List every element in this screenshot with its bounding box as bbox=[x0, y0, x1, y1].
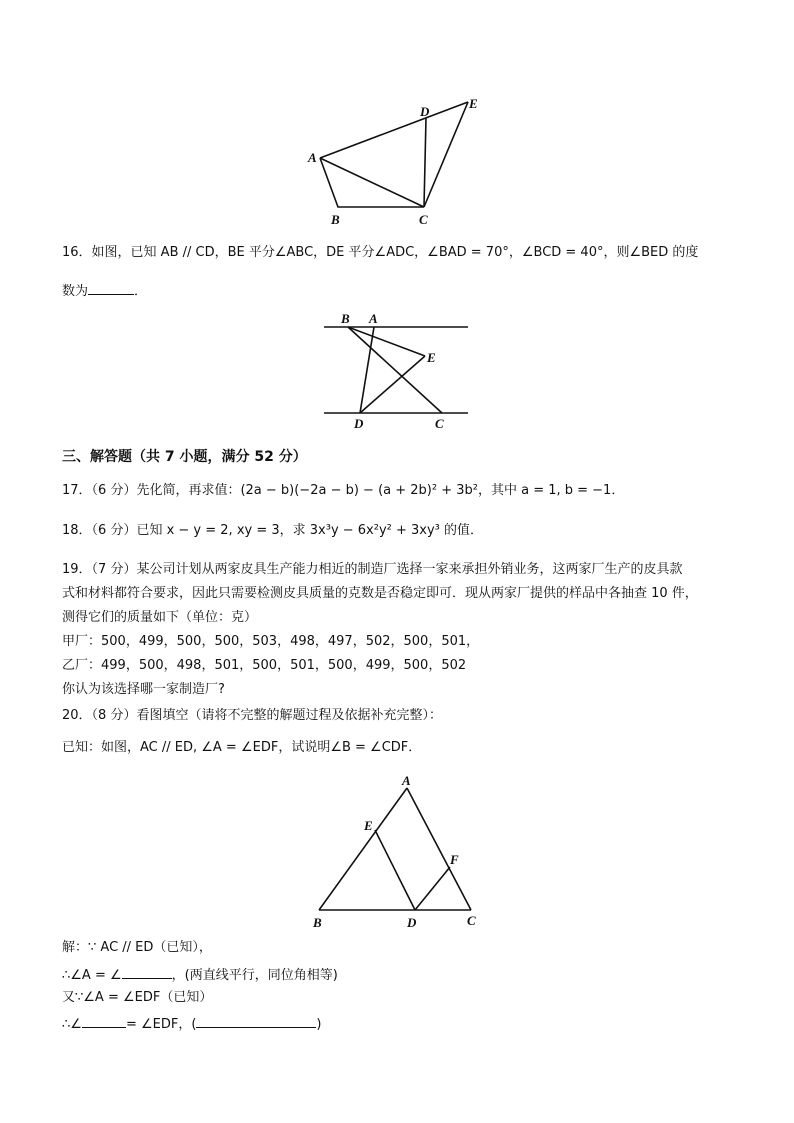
q20-solution-4 bbox=[62, 1013, 321, 1035]
q16-line1: 16．如图，已知 AB // CD，BE 平分∠ABC，DE 平分∠ADC，∠BAD = 70°，∠BCD = 40°，则∠BED 的度 bbox=[62, 245, 699, 260]
q18-text: 18．（6 分）已知 x − y = 2, xy = 3，求 3x³y − 6x²y² + 3xy³ 的值． bbox=[62, 523, 484, 538]
label-E: E bbox=[364, 818, 373, 833]
label-D: D bbox=[407, 915, 417, 930]
label-F: F bbox=[450, 852, 459, 867]
label-B: B bbox=[313, 915, 322, 930]
q19-question: 你认为该选择哪一家制造厂? bbox=[62, 682, 225, 697]
q20-given: 已知：如图，AC // ED, ∠A = ∠EDF，试说明∠B = ∠CDF． bbox=[62, 740, 422, 755]
figure-parallel-lines bbox=[318, 308, 478, 433]
q19-factory-jia: 甲厂：500，499，500，500，503，498，497，502，500，501， bbox=[62, 634, 480, 649]
label-D: D bbox=[420, 104, 430, 119]
q20-sol4-prefix: ∴∠ bbox=[62, 1017, 82, 1032]
q16-answer-blank bbox=[88, 280, 134, 295]
label-E: E bbox=[469, 96, 478, 111]
q16-prefix: 数为 bbox=[62, 284, 89, 299]
q20-sol2-prefix: ∴∠A = ∠ bbox=[62, 968, 122, 983]
label-A: A bbox=[402, 773, 411, 788]
q20-solution-1: 解：∵ AC // ED（已知）， bbox=[62, 940, 212, 955]
figure-triangle bbox=[305, 772, 495, 932]
q16-line2 bbox=[62, 280, 147, 302]
label-D: D bbox=[354, 416, 364, 431]
label-B: B bbox=[331, 212, 340, 227]
q19-line2: 式和材料都符合要求，因此只需要检测皮具质量的克数是否稳定即可．现从两家厂提供的样品中各抽查 10 件， bbox=[62, 586, 698, 601]
q19-line3: 测得它们的质量如下（单位：克） bbox=[62, 610, 258, 625]
label-C: C bbox=[435, 416, 444, 431]
q20-title: 20．（8 分）看图填空（请将不完整的解题过程及依据补充完整）： bbox=[62, 708, 442, 723]
q19-factory-yi: 乙厂：499，500，498，501，500，501，500，499，500，502 bbox=[62, 658, 467, 673]
label-A: A bbox=[308, 150, 317, 165]
label-E: E bbox=[427, 350, 436, 365]
q20-sol4-suffix: ) bbox=[316, 1017, 322, 1032]
label-B: B bbox=[341, 311, 350, 326]
q20-solution-3: 又∵∠A = ∠EDF（已知） bbox=[62, 990, 213, 1005]
q20-sol2-suffix: ，(两直线平行，同位角相等) bbox=[171, 968, 338, 983]
q20-sol4-mid: = ∠EDF，( bbox=[125, 1017, 197, 1032]
q19-line1: 19．（7 分）某公司计划从两家皮具生产能力相近的制造厂选择一家来承担外销业务，这两家厂生产的皮具款 bbox=[62, 562, 683, 577]
q16-suffix: ． bbox=[134, 284, 148, 299]
label-C: C bbox=[467, 913, 476, 928]
q20-blank-3 bbox=[196, 1013, 316, 1028]
q20-solution-2 bbox=[62, 964, 338, 986]
q20-blank-2 bbox=[82, 1013, 126, 1028]
label-A: A bbox=[369, 311, 378, 326]
q20-blank-1 bbox=[122, 964, 172, 979]
section-heading: 三、解答题（共 7 小题，满分 52 分） bbox=[62, 449, 307, 465]
q17-text: 17．（6 分）先化简，再求值：(2a − b)(−2a − b) − (a + 2b)² + 3b²，其中 a = 1, b = −1． bbox=[62, 483, 625, 498]
label-C: C bbox=[419, 212, 428, 227]
figure-quadrilateral bbox=[300, 90, 500, 230]
